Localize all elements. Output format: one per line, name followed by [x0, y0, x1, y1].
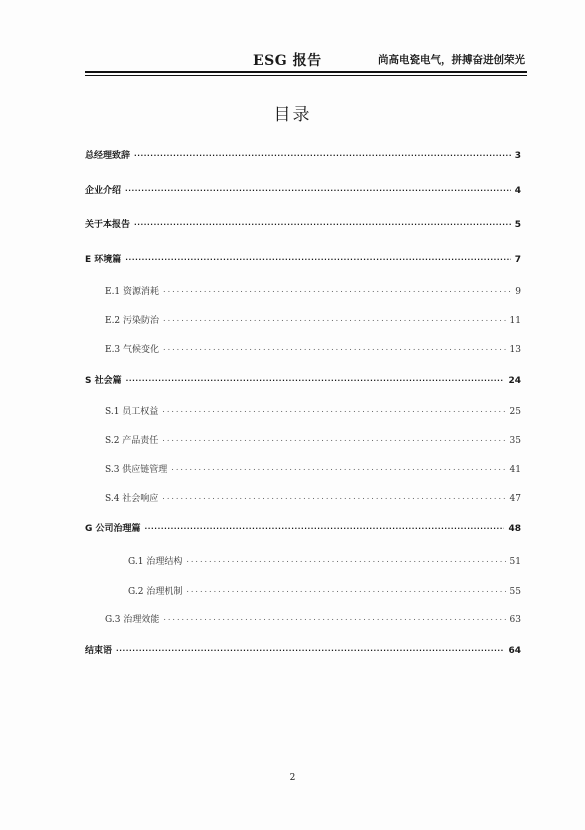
toc-entry-label: S 社会篇 [85, 376, 122, 386]
toc-leader-dots [162, 432, 505, 446]
toc-entry-label: G.3 治理效能 [105, 615, 160, 625]
toc-leader-dots [125, 251, 510, 265]
toc-entry-label: S.4 社会响应 [105, 494, 159, 504]
toc-entry[interactable] [85, 253, 521, 267]
page-header [85, 50, 527, 72]
toc-entry-page: 5 [514, 220, 521, 230]
toc-entry-page: 7 [514, 255, 521, 265]
toc-entry[interactable] [105, 434, 521, 448]
toc-entry-label: G 公司治理篇 [85, 524, 141, 534]
toc-entry-label: S.3 供应链管理 [105, 465, 168, 475]
toc-leader-dots [163, 341, 506, 355]
toc-leader-dots [116, 642, 504, 656]
toc-entry-page: 4 [514, 186, 521, 196]
toc-leader-dots [186, 553, 505, 567]
toc-entry-label: E 环境篇 [85, 255, 122, 265]
toc-entry-label: S.1 员工权益 [105, 407, 159, 417]
toc-entry-page: 48 [508, 524, 521, 534]
toc-leader-dots [125, 182, 511, 196]
page-number: 2 [289, 773, 296, 783]
toc-leader-dots [163, 312, 506, 326]
toc-entry-label: E.3 气候变化 [105, 345, 160, 355]
header-slogan: 尚高电瓷电气，拼搏奋进创荣光 [378, 54, 525, 66]
toc-entry[interactable] [128, 585, 521, 599]
toc-entry-page: 13 [509, 345, 521, 355]
header-rule-thin [85, 75, 527, 76]
toc-leader-dots [126, 372, 505, 386]
toc-leader-dots [162, 490, 505, 504]
toc-entry-page: 35 [509, 436, 521, 446]
toc-leader-dots [162, 403, 505, 417]
toc-leader-dots [163, 283, 511, 297]
toc-entry-label: E.2 污染防治 [105, 316, 160, 326]
toc-entry[interactable] [105, 613, 521, 627]
toc-entry[interactable] [105, 314, 521, 328]
toc-entry-label: 关于本报告 [85, 220, 131, 230]
toc-entry[interactable] [105, 285, 521, 299]
toc-entry-label: 结束语 [85, 646, 113, 656]
toc-entry-page: 3 [514, 151, 521, 161]
toc-entry[interactable] [85, 522, 521, 536]
toc-entry-label: E.1 资源消耗 [105, 287, 160, 297]
toc-entry-label: G.1 治理结构 [128, 557, 183, 567]
toc-entry-page: 41 [509, 465, 521, 475]
toc-entry-page: 47 [509, 494, 521, 504]
toc-entry-page: 64 [508, 646, 521, 656]
toc-entry-page: 11 [509, 316, 521, 326]
toc-leader-dots [134, 216, 511, 230]
toc-entry-label: S.2 产品责任 [105, 436, 159, 446]
toc-entry[interactable] [85, 644, 521, 658]
toc-leader-dots [145, 520, 505, 534]
toc-entry[interactable] [85, 218, 521, 232]
toc-entry[interactable] [105, 463, 521, 477]
toc-entry-page: 55 [509, 587, 521, 597]
toc-entry[interactable] [85, 374, 521, 388]
toc-title: 目录 [273, 105, 312, 125]
toc-entry-page: 9 [515, 287, 521, 297]
toc-entry[interactable] [85, 149, 521, 163]
toc-leader-dots [186, 583, 505, 597]
toc-leader-dots [134, 147, 511, 161]
toc-entry-page: 25 [509, 407, 521, 417]
toc-leader-dots [171, 461, 505, 475]
toc-entry[interactable] [105, 343, 521, 357]
toc-entry[interactable] [105, 405, 521, 419]
toc-entry-label: G.2 治理机制 [128, 587, 183, 597]
toc-entry-page: 51 [509, 557, 521, 567]
toc-entry-page: 24 [508, 376, 521, 386]
toc-entry[interactable] [85, 184, 521, 198]
toc-entry[interactable] [105, 492, 521, 506]
toc-entry-page: 63 [509, 615, 521, 625]
toc-entry-label: 企业介绍 [85, 186, 122, 196]
toc-entry[interactable] [128, 555, 521, 569]
header-rule [85, 71, 527, 73]
header-title: ESG 报告 [253, 53, 322, 69]
toc-leader-dots [163, 611, 505, 625]
toc-entry-label: 总经理致辞 [85, 151, 131, 161]
